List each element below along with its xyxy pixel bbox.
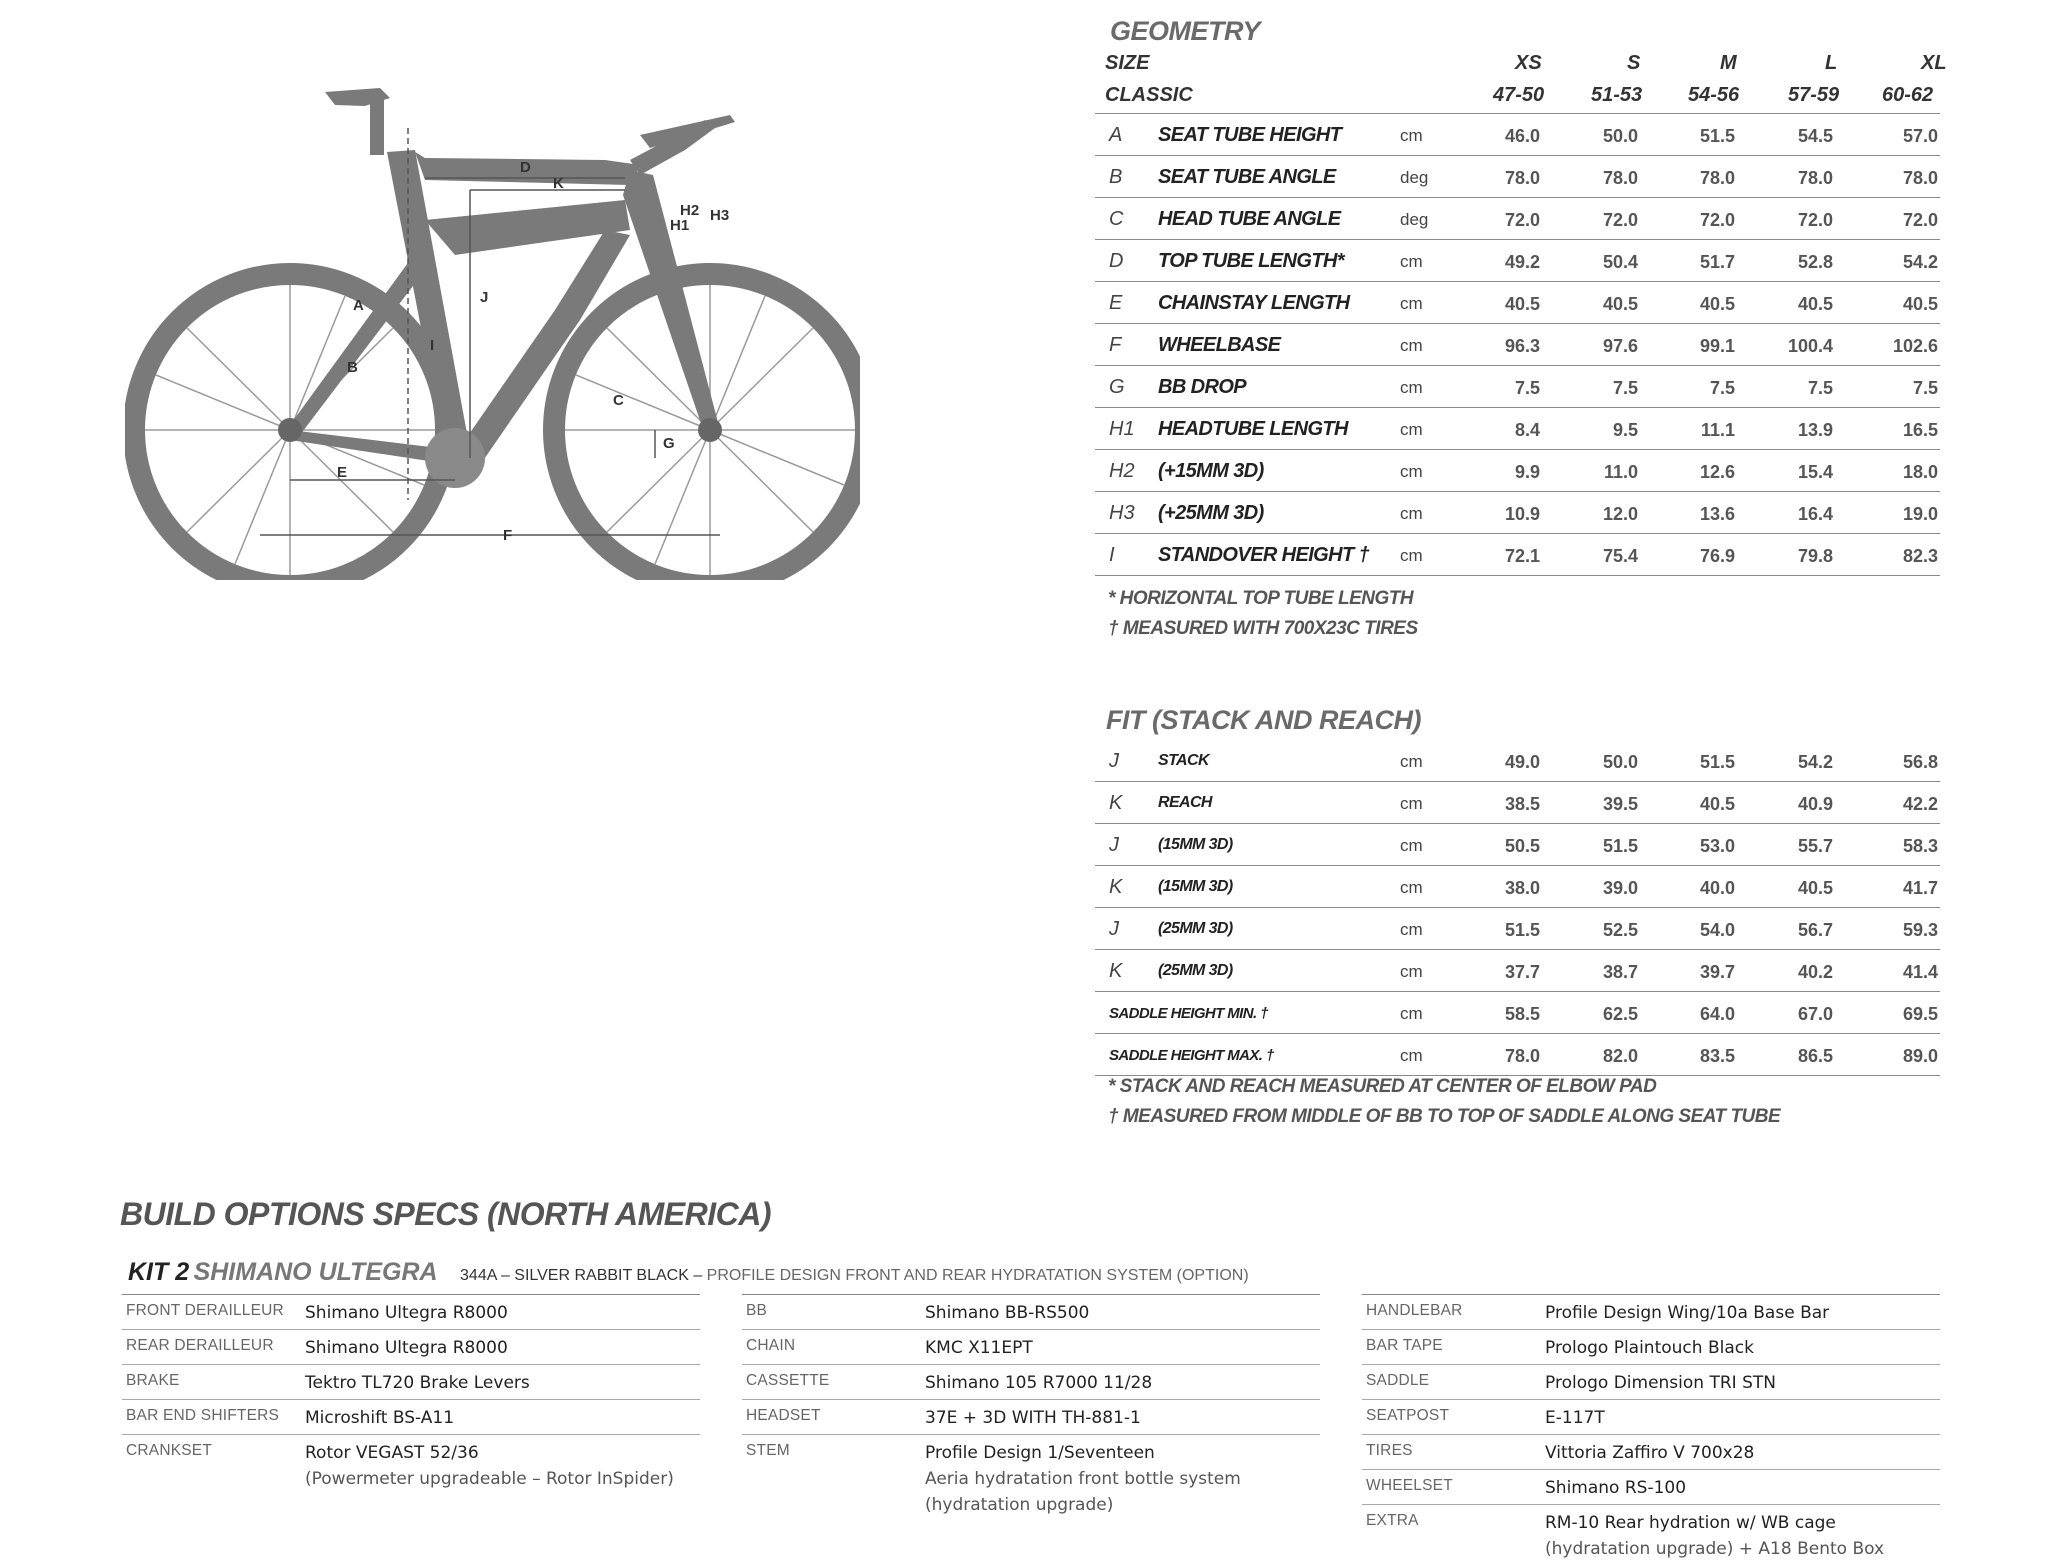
geometry-row-code: E [1109,292,1123,314]
geometry-value-xl: 102.6 [1892,336,1938,356]
geometry-value-l: 7.5 [1807,378,1833,398]
spec-value: Profile Design Wing/10a Base Bar [1545,1303,1830,1323]
fit-row-j-4 [1095,908,1940,950]
geometry-row-h2-8 [1095,450,1940,492]
spec-value: E-117T [1545,1408,1605,1428]
spec-value-block [1545,1330,1940,1364]
geometry-note-2: † MEASURED WITH 700X23C TIRES [1108,618,1418,639]
fit-row-unit: cm [1400,794,1423,813]
fit-value-xl: 69.5 [1902,1004,1938,1024]
geometry-value-xs: 49.2 [1504,252,1540,272]
size-xs: XS [1515,52,1542,74]
geometry-value-xs: 7.5 [1514,378,1540,398]
geometry-row-name: (+25MM 3D) [1158,502,1264,524]
geometry-row-g-6 [1095,366,1940,408]
spec-label: FRONT DERAILLEUR [126,1302,284,1319]
classic-xs: 47-50 [1493,84,1545,106]
geometry-value-m: 51.5 [1699,126,1735,146]
spec-row-cassette [742,1365,1320,1400]
geometry-value-s: 12.0 [1602,504,1638,524]
fit-row-x-6 [1095,992,1940,1034]
fit-value-xs: 51.5 [1504,920,1540,940]
spec-value: Shimano Ultegra R8000 [305,1338,508,1358]
geometry-value-s: 75.4 [1602,546,1638,566]
spec-value-block [1545,1400,1940,1434]
geometry-title: GEOMETRY [1110,16,1261,46]
geometry-value-l: 100.4 [1787,336,1833,356]
geometry-value-l: 13.9 [1797,420,1833,440]
geometry-row-code: H3 [1109,502,1135,524]
geometry-value-m: 51.7 [1699,252,1735,272]
spec-label: REAR DERAILLEUR [126,1337,274,1354]
fit-value-m: 40.0 [1699,878,1735,898]
size-label: SIZE [1105,52,1150,74]
spec-column-2 [742,1294,1320,1521]
fit-row-k-1 [1095,782,1940,824]
diagram-label-g: G [663,435,675,452]
geometry-value-l: 54.5 [1797,126,1833,146]
spec-value: Microshift BS-A11 [305,1408,455,1428]
fit-value-s: 39.0 [1602,878,1638,898]
geometry-value-xl: 19.0 [1902,504,1938,524]
geometry-row-code: H1 [1109,418,1135,440]
geometry-row-name: SEAT TUBE HEIGHT [1158,124,1342,146]
geometry-value-s: 50.0 [1602,126,1638,146]
spec-row-front-derailleur [122,1295,700,1330]
geometry-row-name: HEADTUBE LENGTH [1158,418,1348,440]
geometry-row-unit: cm [1400,336,1423,355]
diagram-label-a: A [353,297,364,314]
diagram-label-c: C [613,392,624,409]
geometry-value-xs: 10.9 [1504,504,1540,524]
geometry-value-xl: 78.0 [1902,168,1938,188]
spec-label: CRANKSET [126,1442,213,1459]
chainring [425,428,485,488]
classic-header-row [1105,84,1950,114]
geometry-value-l: 78.0 [1797,168,1833,188]
spec-row-bar-tape [1362,1330,1940,1365]
geometry-row-e-4 [1095,282,1940,324]
fit-value-xl: 41.7 [1902,878,1938,898]
fit-row-unit: cm [1400,1046,1423,1065]
geometry-value-xs: 72.1 [1504,546,1540,566]
spec-column-1 [122,1294,700,1495]
kit-brand: SHIMANO ULTEGRA [193,1258,438,1286]
geometry-value-m: 13.6 [1699,504,1735,524]
fit-row-name: (15MM 3D) [1158,878,1233,895]
fit-title: FIT (STACK AND REACH) [1106,705,1421,735]
fit-value-xs: 50.5 [1504,836,1540,856]
fit-value-m: 51.5 [1699,752,1735,772]
geometry-value-l: 16.4 [1797,504,1833,524]
geometry-value-xl: 54.2 [1902,252,1938,272]
fit-value-xl: 56.8 [1902,752,1938,772]
fit-row-code: J [1109,918,1119,940]
spec-value-block [305,1400,700,1434]
spec-value-note: (Powermeter upgradeable – Rotor InSpider) [305,1469,674,1489]
geometry-row-unit: deg [1400,210,1429,229]
geometry-row-unit: cm [1400,546,1423,565]
fit-row-k-5 [1095,950,1940,992]
geometry-value-xl: 57.0 [1902,126,1938,146]
spec-value-block [1545,1470,1940,1504]
fit-row-unit: cm [1400,878,1423,897]
fit-value-s: 38.7 [1602,962,1638,982]
diagram-label-j: J [480,289,489,306]
spec-value-block [925,1330,1320,1364]
bike-frame [290,88,735,465]
geometry-row-code: A [1109,124,1123,146]
spec-value: RM-10 Rear hydration w/ WB cage [1545,1513,1836,1533]
diagram-label-d: D [520,159,531,176]
geometry-value-xl: 72.0 [1902,210,1938,230]
fit-value-l: 56.7 [1797,920,1833,940]
classic-m: 54-56 [1688,84,1740,106]
spec-value: 37E + 3D WITH TH-881-1 [925,1408,1141,1428]
fit-value-m: 39.7 [1699,962,1735,982]
geometry-row-name: WHEELBASE [1158,334,1281,356]
geometry-value-s: 7.5 [1612,378,1638,398]
spec-value-block [1545,1435,1940,1469]
spec-value-block [925,1435,1320,1521]
spec-value: Shimano Ultegra R8000 [305,1303,508,1323]
geometry-row-code: H2 [1109,460,1135,482]
fit-row-unit: cm [1400,962,1423,981]
geometry-value-s: 72.0 [1602,210,1638,230]
spec-label: SADDLE [1366,1372,1430,1389]
geometry-row-d-3 [1095,240,1940,282]
geometry-row-a-0 [1095,114,1940,156]
spec-row-crankset [122,1435,700,1495]
spec-value-block [925,1365,1320,1399]
classic-l: 57-59 [1788,84,1840,106]
geometry-value-xs: 78.0 [1504,168,1540,188]
geometry-value-m: 76.9 [1699,546,1735,566]
spec-row-extra [1362,1505,1940,1565]
geometry-row-b-1 [1095,156,1940,198]
fit-value-s: 39.5 [1602,794,1638,814]
fit-value-xl: 41.4 [1902,962,1938,982]
geometry-note-1: * HORIZONTAL TOP TUBE LENGTH [1108,588,1414,609]
spec-label: BAR TAPE [1366,1337,1443,1354]
geometry-value-s: 50.4 [1602,252,1638,272]
spec-row-seatpost [1362,1400,1940,1435]
spec-row-handlebar [1362,1295,1940,1330]
spec-value-block [1545,1295,1940,1329]
geometry-row-code: B [1109,166,1123,188]
classic-label: CLASSIC [1105,84,1193,106]
geometry-row-code: G [1109,376,1125,398]
geometry-value-s: 9.5 [1612,420,1638,440]
geometry-value-m: 40.5 [1699,294,1735,314]
diagram-label-b: B [347,359,358,376]
spec-value: Shimano 105 R7000 11/28 [925,1373,1153,1393]
geometry-row-name: CHAINSTAY LENGTH [1158,292,1350,314]
geometry-value-s: 78.0 [1602,168,1638,188]
fit-value-l: 40.2 [1797,962,1833,982]
fit-value-m: 40.5 [1699,794,1735,814]
geometry-value-l: 40.5 [1797,294,1833,314]
fit-value-xs: 78.0 [1504,1046,1540,1066]
spec-row-bb [742,1295,1320,1330]
spec-row-chain [742,1330,1320,1365]
geometry-value-m: 7.5 [1709,378,1735,398]
fit-note-2: † MEASURED FROM MIDDLE OF BB TO TOP OF SADDLE ALONG SEAT TUBE [1108,1106,1781,1127]
kit-description: PROFILE DESIGN FRONT AND REAR HYDRATATION SYSTEM (OPTION) [702,1267,1249,1284]
fit-row-name: (25MM 3D) [1158,962,1233,979]
geometry-value-s: 40.5 [1602,294,1638,314]
kit-code: 344A – SILVER RABBIT BLACK – [460,1267,703,1284]
spec-label: BB [746,1302,768,1319]
fit-value-s: 51.5 [1602,836,1638,856]
geometry-value-xs: 72.0 [1504,210,1540,230]
fit-value-s: 62.5 [1602,1004,1638,1024]
geometry-row-name: (+15MM 3D) [1158,460,1264,482]
bike-geometry-diagram [125,80,860,580]
spec-value: Shimano RS-100 [1545,1478,1687,1498]
fit-row-name: SADDLE HEIGHT MIN. † [1109,1005,1268,1022]
spec-row-rear-derailleur [122,1330,700,1365]
fit-value-l: 55.7 [1797,836,1833,856]
fit-value-xl: 89.0 [1902,1046,1938,1066]
fit-value-xs: 37.7 [1504,962,1540,982]
fit-row-j-0 [1095,740,1940,782]
fit-row-name: STACK [1158,752,1209,769]
geometry-value-xl: 40.5 [1902,294,1938,314]
spec-value: Prologo Plaintouch Black [1545,1338,1754,1358]
fit-value-l: 40.9 [1797,794,1833,814]
geometry-row-name: SEAT TUBE ANGLE [1158,166,1336,188]
geometry-row-code: I [1109,544,1115,566]
geometry-row-code: D [1109,250,1124,272]
geometry-row-i-10 [1095,534,1940,576]
size-header-row [1105,52,1950,82]
spec-value-block [305,1365,700,1399]
fit-value-xs: 38.0 [1504,878,1540,898]
spec-row-tires [1362,1435,1940,1470]
fit-row-unit: cm [1400,752,1423,771]
geometry-row-name: HEAD TUBE ANGLE [1158,208,1341,230]
geometry-value-xs: 46.0 [1504,126,1540,146]
fit-value-s: 82.0 [1602,1046,1638,1066]
spec-value-block [1545,1505,1940,1565]
fit-row-code: K [1109,876,1123,898]
fit-table [1095,740,1940,1076]
spec-value-note: (hydratation upgrade) [925,1495,1114,1515]
geometry-value-xl: 82.3 [1902,546,1938,566]
geometry-row-unit: cm [1400,378,1423,397]
fit-row-code: K [1109,960,1123,982]
geometry-value-xs: 8.4 [1514,420,1540,440]
fit-value-xl: 59.3 [1902,920,1938,940]
geometry-value-s: 11.0 [1603,462,1638,482]
fit-row-code: J [1109,834,1119,856]
spec-column-3 [1362,1294,1940,1565]
geometry-table [1095,113,1940,576]
geometry-value-m: 72.0 [1699,210,1735,230]
spec-label: CHAIN [746,1337,796,1354]
build-options-title: BUILD OPTIONS SPECS (NORTH AMERICA) [120,1196,771,1232]
spec-label: TIRES [1366,1442,1413,1459]
geometry-value-m: 12.6 [1699,462,1735,482]
geometry-value-xl: 18.0 [1902,462,1938,482]
geometry-value-l: 79.8 [1797,546,1833,566]
spec-label: EXTRA [1366,1512,1419,1529]
spec-row-bar-end-shifters [122,1400,700,1435]
spec-value: Tektro TL720 Brake Levers [305,1373,530,1393]
spec-label: HANDLEBAR [1366,1302,1463,1319]
fit-row-j-2 [1095,824,1940,866]
spec-value-block [305,1295,700,1329]
spec-row-wheelset [1362,1470,1940,1505]
spec-value-block [305,1435,700,1495]
geometry-row-unit: cm [1400,462,1423,481]
fit-row-name: REACH [1158,794,1212,811]
fit-value-s: 52.5 [1602,920,1638,940]
fit-value-l: 86.5 [1797,1046,1833,1066]
diagram-label-h1: H1 [670,217,690,234]
spec-value-block [305,1330,700,1364]
fit-value-m: 83.5 [1699,1046,1735,1066]
geometry-value-s: 97.6 [1602,336,1638,356]
spec-value-block [1545,1365,1940,1399]
geometry-value-xl: 16.5 [1902,420,1938,440]
classic-s: 51-53 [1591,84,1643,106]
fit-value-m: 64.0 [1699,1004,1735,1024]
fit-row-k-3 [1095,866,1940,908]
diagram-label-i: I [430,337,435,354]
geometry-value-m: 99.1 [1699,336,1735,356]
geometry-row-c-2 [1095,198,1940,240]
fit-value-xs: 58.5 [1504,1004,1540,1024]
fit-row-unit: cm [1400,920,1423,939]
diagram-label-f: F [503,527,513,544]
classic-xl: 60-62 [1882,84,1934,106]
spec-label: CASSETTE [746,1372,830,1389]
spec-label: SEATPOST [1366,1407,1450,1424]
fit-row-name: SADDLE HEIGHT MAX. † [1109,1047,1274,1064]
geometry-row-h1-7 [1095,408,1940,450]
geometry-row-f-5 [1095,324,1940,366]
geometry-value-l: 15.4 [1797,462,1833,482]
spec-value: KMC X11EPT [925,1338,1033,1358]
diagram-label-h3: H3 [710,207,730,224]
fit-value-l: 67.0 [1797,1004,1833,1024]
spec-label: WHEELSET [1366,1477,1453,1494]
spec-label: BAR END SHIFTERS [126,1407,280,1424]
fit-value-l: 54.2 [1797,752,1833,772]
size-l: L [1825,52,1838,74]
geometry-row-unit: cm [1400,126,1423,145]
fit-value-m: 54.0 [1699,920,1735,940]
fit-value-s: 50.0 [1602,752,1638,772]
spec-row-saddle [1362,1365,1940,1400]
spec-value: Shimano BB-RS500 [925,1303,1090,1323]
fit-row-unit: cm [1400,1004,1423,1023]
fit-row-name: (25MM 3D) [1158,920,1233,937]
spec-value: Profile Design 1/Seventeen [925,1443,1155,1463]
fit-value-xl: 42.2 [1902,794,1938,814]
fit-row-x-7 [1095,1034,1940,1076]
spec-label: BRAKE [126,1372,180,1389]
diagram-label-h2: H2 [680,202,700,219]
spec-value-note: Aeria hydratation front bottle system [925,1469,1241,1489]
fit-value-l: 40.5 [1797,878,1833,898]
diagram-label-e: E [337,464,348,481]
fit-value-xs: 38.5 [1504,794,1540,814]
fit-value-xs: 49.0 [1504,752,1540,772]
size-xl: XL [1921,52,1947,74]
geometry-row-unit: cm [1400,504,1423,523]
diagram-label-k: K [553,175,564,192]
geometry-value-l: 52.8 [1797,252,1833,272]
kit-name: KIT 2 [128,1258,190,1286]
geometry-row-unit: cm [1400,420,1423,439]
geometry-value-m: 11.1 [1700,420,1735,440]
geometry-value-xs: 96.3 [1504,336,1540,356]
fit-value-m: 53.0 [1699,836,1735,856]
geometry-row-unit: cm [1400,252,1423,271]
fit-value-xl: 58.3 [1902,836,1938,856]
geometry-row-h3-9 [1095,492,1940,534]
spec-label: STEM [746,1442,790,1459]
size-m: M [1720,52,1737,74]
geometry-value-xl: 7.5 [1912,378,1938,398]
fit-row-name: (15MM 3D) [1158,836,1233,853]
geometry-value-xs: 9.9 [1514,462,1540,482]
geometry-row-unit: deg [1400,168,1429,187]
fit-row-code: K [1109,792,1123,814]
size-s: S [1627,52,1641,74]
spec-row-headset [742,1400,1320,1435]
spec-row-brake [122,1365,700,1400]
geometry-value-xs: 40.5 [1504,294,1540,314]
spec-row-stem [742,1435,1320,1521]
fit-row-unit: cm [1400,836,1423,855]
spec-value: Rotor VEGAST 52/36 [305,1443,479,1463]
spec-value-block [925,1400,1320,1434]
geometry-row-name: STANDOVER HEIGHT † [1158,544,1370,566]
spec-value: Prologo Dimension TRI STN [1545,1373,1776,1393]
geometry-row-code: C [1109,208,1124,230]
geometry-value-m: 78.0 [1699,168,1735,188]
spec-label: HEADSET [746,1407,821,1424]
kit-header [128,1258,1249,1287]
spec-value-block [925,1295,1320,1329]
geometry-row-code: F [1109,334,1122,356]
fit-row-code: J [1109,750,1119,772]
geometry-row-unit: cm [1400,294,1423,313]
geometry-value-l: 72.0 [1797,210,1833,230]
geometry-row-name: BB DROP [1158,376,1247,398]
fit-note-1: * STACK AND REACH MEASURED AT CENTER OF ELBOW PAD [1108,1076,1657,1097]
spec-value-note: (hydratation upgrade) + A18 Bento Box [1545,1539,1885,1559]
geometry-row-name: TOP TUBE LENGTH* [1158,250,1344,272]
spec-value: Vittoria Zaffiro V 700x28 [1545,1443,1755,1463]
